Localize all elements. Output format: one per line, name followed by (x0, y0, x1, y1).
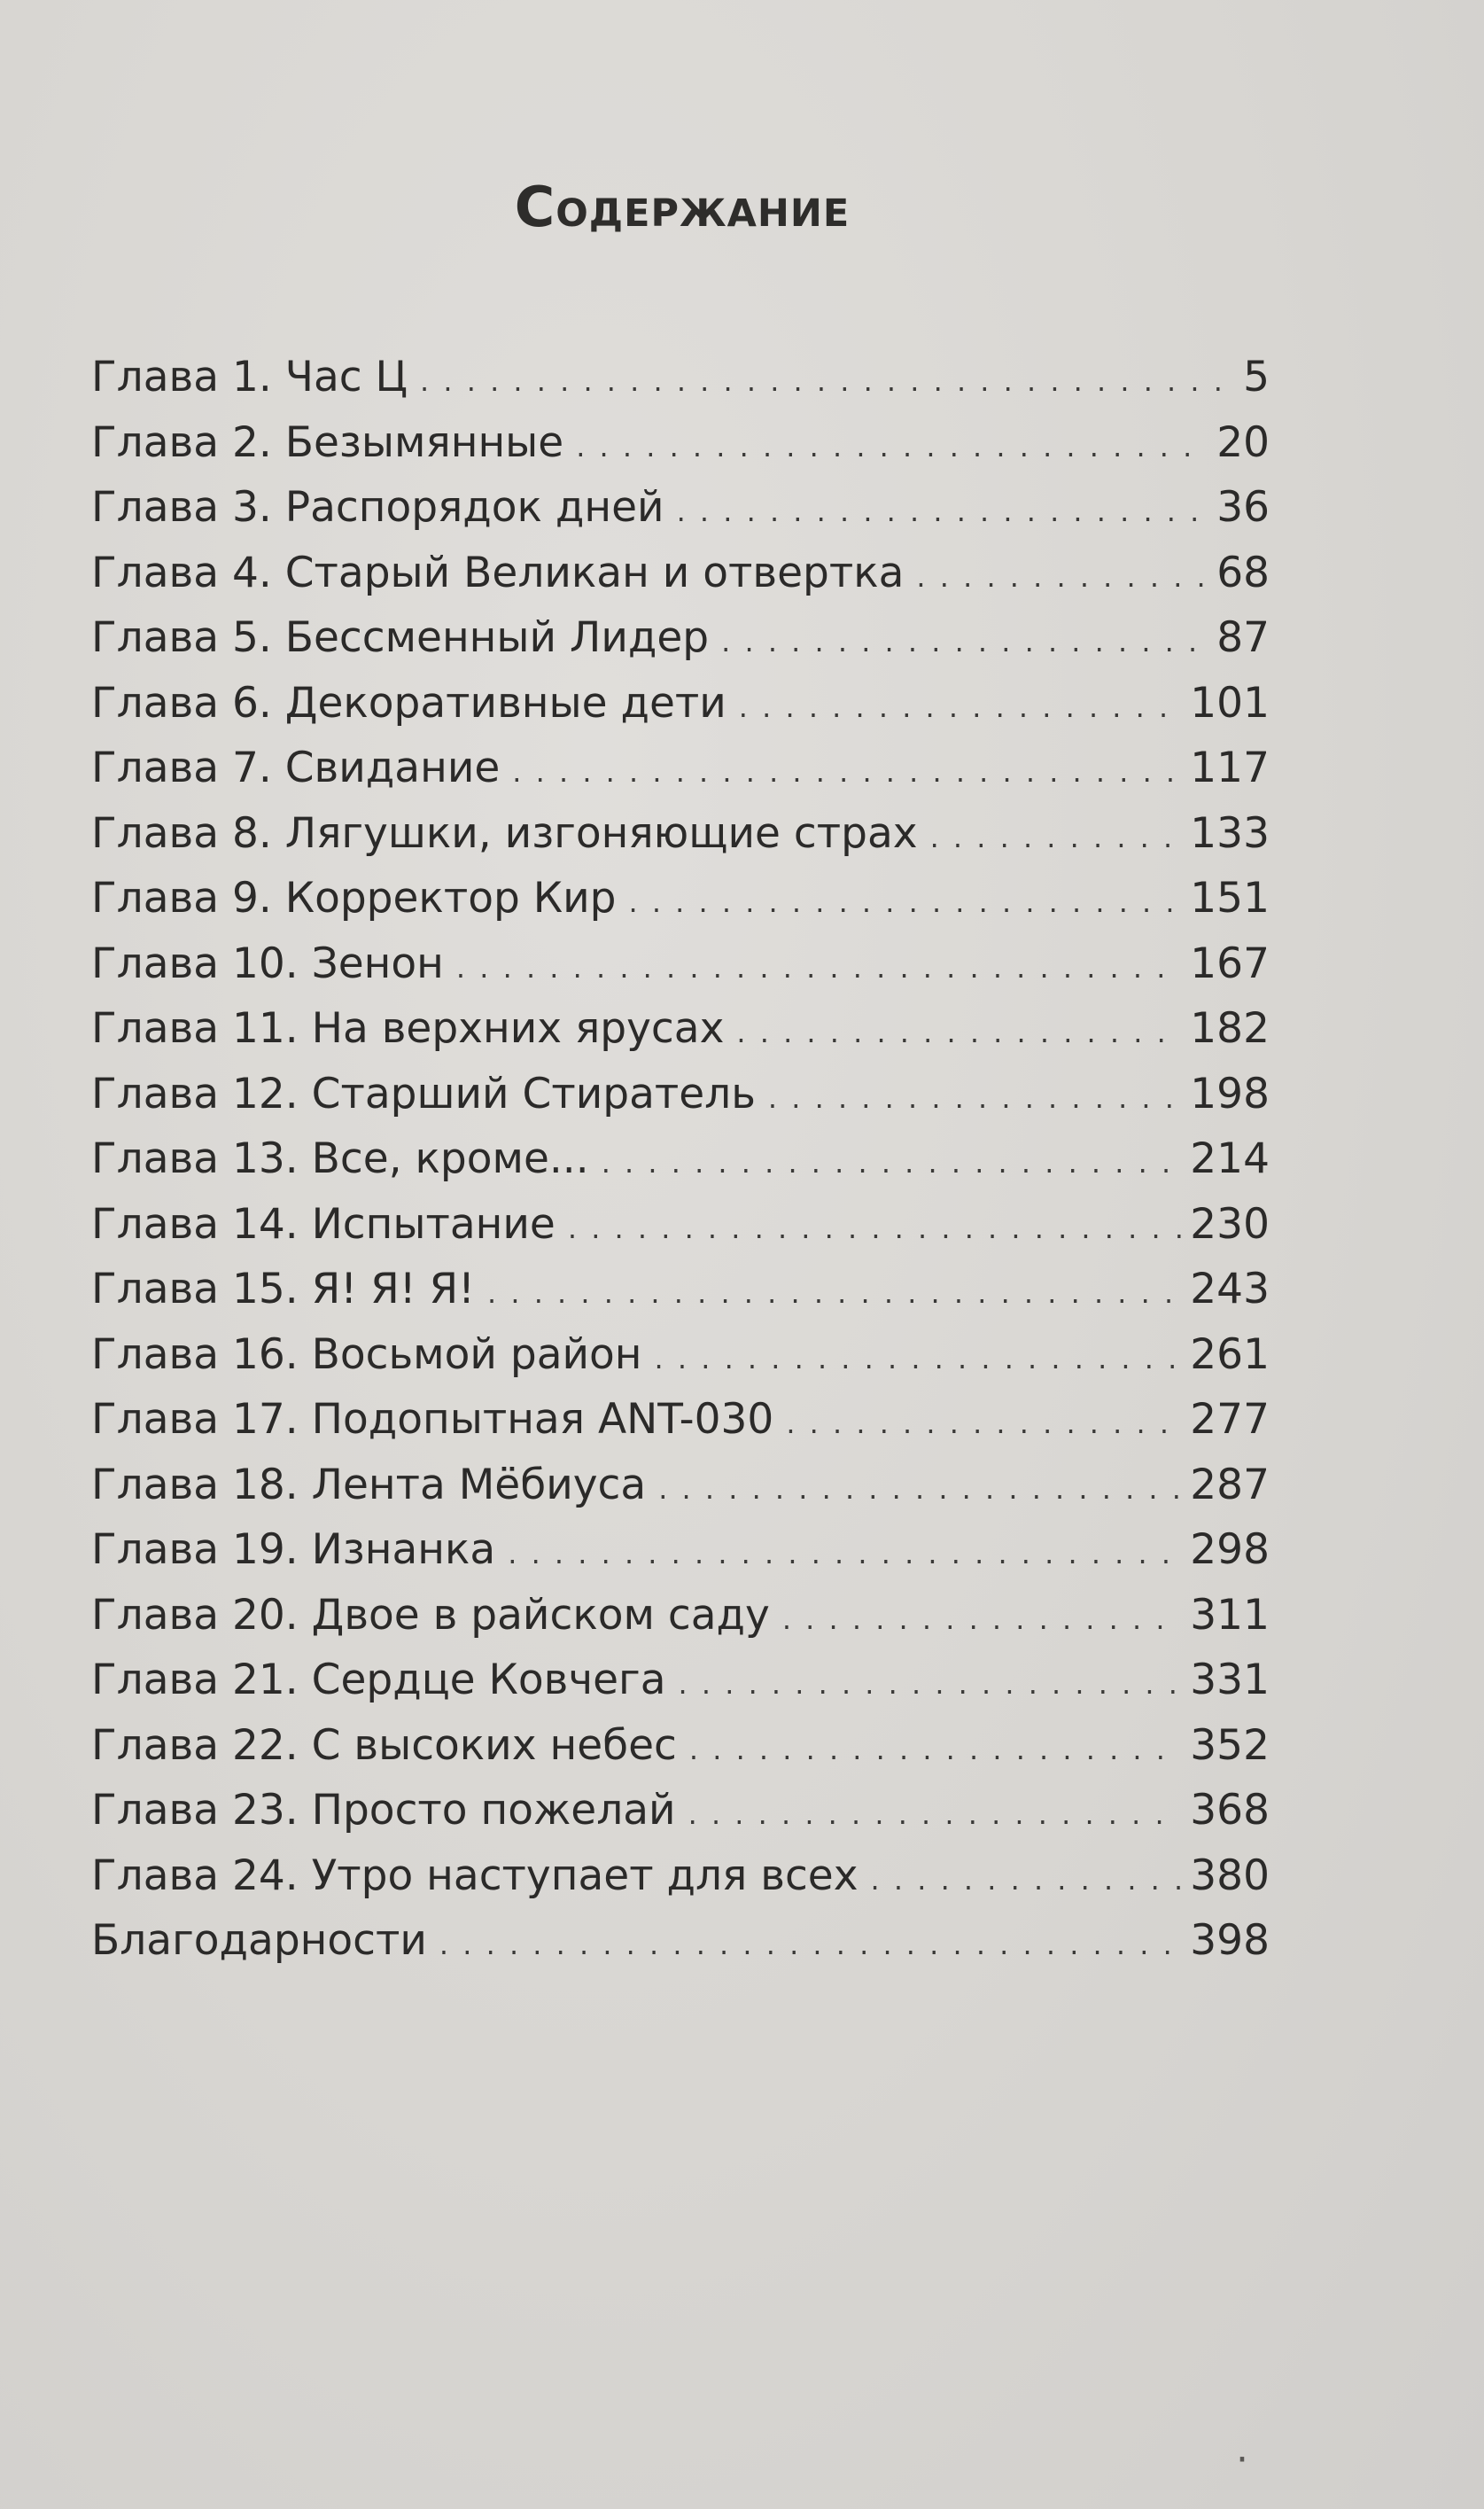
toc-entry (91, 874, 1270, 939)
toc-entry-label: Глава 18. Лента Мёбиуса (91, 1460, 647, 1509)
toc-entry-page: 101 (1190, 678, 1270, 728)
toc-entry-page: 352 (1190, 1720, 1270, 1770)
toc-entry-page: 261 (1190, 1329, 1270, 1379)
toc-entry (91, 1591, 1270, 1656)
dot-leader (439, 1928, 1181, 1961)
dot-leader (679, 1667, 1182, 1701)
dot-leader (602, 1146, 1182, 1180)
toc-entry-label: Глава 13. Все, кроме... (91, 1134, 589, 1183)
dot-leader (930, 821, 1182, 854)
toc-entry-page: 214 (1190, 1134, 1270, 1183)
toc-entry (91, 939, 1270, 1005)
toc-entry-label: Глава 7. Свидание (91, 744, 501, 792)
dot-leader (456, 951, 1181, 985)
toc-entry-label: Глава 4. Старый Великан и отвертка (91, 548, 905, 597)
toc-entry (91, 549, 1270, 614)
toc-entry-label: Глава 10. Зенон (91, 939, 444, 988)
toc-entry-label: Глава 2. Безымянные (91, 417, 564, 467)
toc-entry-label: Глава 11. На верхних ярусах (91, 1004, 725, 1053)
toc-entry-label: Благодарности (91, 1916, 427, 1965)
toc-entry-label: Глава 23. Просто пожелай (91, 1786, 676, 1835)
dot-leader (871, 1863, 1182, 1897)
toc-entry-label: Глава 17. Подопытная ANT-030 (91, 1395, 774, 1444)
dot-leader (576, 430, 1208, 464)
toc-entry-label: Глава 3. Распорядок дней (91, 483, 664, 532)
dot-leader (420, 364, 1234, 398)
dot-leader (916, 560, 1208, 594)
toc-entry (91, 1786, 1270, 1851)
toc-entry-page: 287 (1190, 1460, 1270, 1509)
dot-leader (658, 1472, 1181, 1506)
dot-leader (768, 1081, 1181, 1115)
toc-entry-page: 298 (1190, 1525, 1270, 1574)
dot-leader (689, 1733, 1181, 1766)
toc-entry (91, 1525, 1270, 1591)
toc-entry (91, 1134, 1270, 1200)
dot-leader (628, 885, 1181, 919)
toc-entry-page: 331 (1190, 1656, 1270, 1704)
toc-entry-label: Глава 15. Я! Я! Я! (91, 1265, 476, 1313)
table-of-contents (91, 353, 1270, 1982)
page-corner-mark: · (1236, 2437, 1248, 2482)
dot-leader (508, 1537, 1181, 1570)
dot-leader (568, 1212, 1181, 1245)
toc-entry (91, 1395, 1270, 1461)
toc-entry-page: 68 (1216, 548, 1270, 597)
toc-entry-page: 36 (1216, 483, 1270, 532)
toc-entry (91, 483, 1270, 549)
toc-entry-label: Глава 16. Восьмой район (91, 1329, 642, 1379)
toc-entry-page: 167 (1190, 939, 1270, 988)
toc-entry-label: Глава 6. Декоративные дети (91, 678, 726, 728)
toc-entry (91, 1461, 1270, 1526)
toc-entry-label: Глава 19. Изнанка (91, 1525, 496, 1574)
toc-entry (91, 1656, 1270, 1721)
toc-entry-page: 5 (1243, 353, 1270, 401)
toc-entry-page: 398 (1190, 1916, 1270, 1965)
toc-entry-page: 151 (1190, 874, 1270, 923)
toc-entry-label: Глава 24. Утро наступает для всех (91, 1851, 859, 1900)
toc-entry (91, 1265, 1270, 1330)
toc-entry-label: Глава 9. Корректор Кир (91, 874, 617, 923)
dot-leader (487, 1276, 1181, 1310)
dot-leader (655, 1342, 1182, 1375)
dot-leader (786, 1406, 1181, 1440)
toc-entry (91, 1070, 1270, 1135)
toc-entry-page: 182 (1190, 1004, 1270, 1053)
toc-entry (91, 613, 1270, 679)
toc-entry-acknowledgements (91, 1916, 1270, 1982)
toc-entry-page: 230 (1190, 1199, 1270, 1249)
toc-entry-page: 380 (1190, 1851, 1270, 1900)
toc-entry-label: Глава 20. Двое в райском саду (91, 1590, 770, 1640)
toc-entry-label: Глава 22. С высоких небес (91, 1720, 677, 1770)
dot-leader (721, 625, 1208, 658)
toc-entry-label: Глава 12. Старший Стиратель (91, 1069, 756, 1118)
toc-entry (91, 679, 1270, 744)
toc-entry-label: Глава 14. Испытание (91, 1199, 556, 1249)
toc-entry-page: 198 (1190, 1069, 1270, 1118)
toc-entry-page: 20 (1216, 417, 1270, 467)
toc-entry-page: 277 (1190, 1395, 1270, 1444)
toc-entry-page: 133 (1190, 808, 1270, 858)
dot-leader (688, 1797, 1182, 1831)
toc-entry (91, 418, 1270, 484)
page-title: Содержание (514, 174, 851, 239)
toc-entry-page: 87 (1216, 613, 1270, 662)
toc-entry-page: 243 (1190, 1265, 1270, 1313)
toc-entry-label: Глава 5. Бессменный Лидер (91, 613, 710, 662)
toc-entry (91, 1200, 1270, 1266)
toc-entry (91, 1004, 1270, 1070)
toc-entry (91, 744, 1270, 809)
toc-entry-label: Глава 21. Сердце Ковчега (91, 1656, 666, 1704)
toc-entry (91, 1851, 1270, 1917)
dot-leader (736, 1016, 1181, 1049)
dot-leader (677, 495, 1208, 528)
toc-entry-page: 368 (1190, 1786, 1270, 1835)
toc-entry (91, 353, 1270, 418)
toc-entry-page: 311 (1190, 1590, 1270, 1640)
toc-entry (91, 1330, 1270, 1396)
dot-leader (512, 755, 1181, 789)
dot-leader (782, 1602, 1181, 1636)
toc-entry-label: Глава 8. Лягушки, изгоняющие страх (91, 808, 918, 858)
dot-leader (739, 690, 1181, 724)
toc-entry-label: Глава 1. Час Ц (91, 353, 408, 401)
toc-entry-page: 117 (1190, 744, 1270, 792)
toc-entry (91, 809, 1270, 875)
toc-entry (91, 1721, 1270, 1787)
